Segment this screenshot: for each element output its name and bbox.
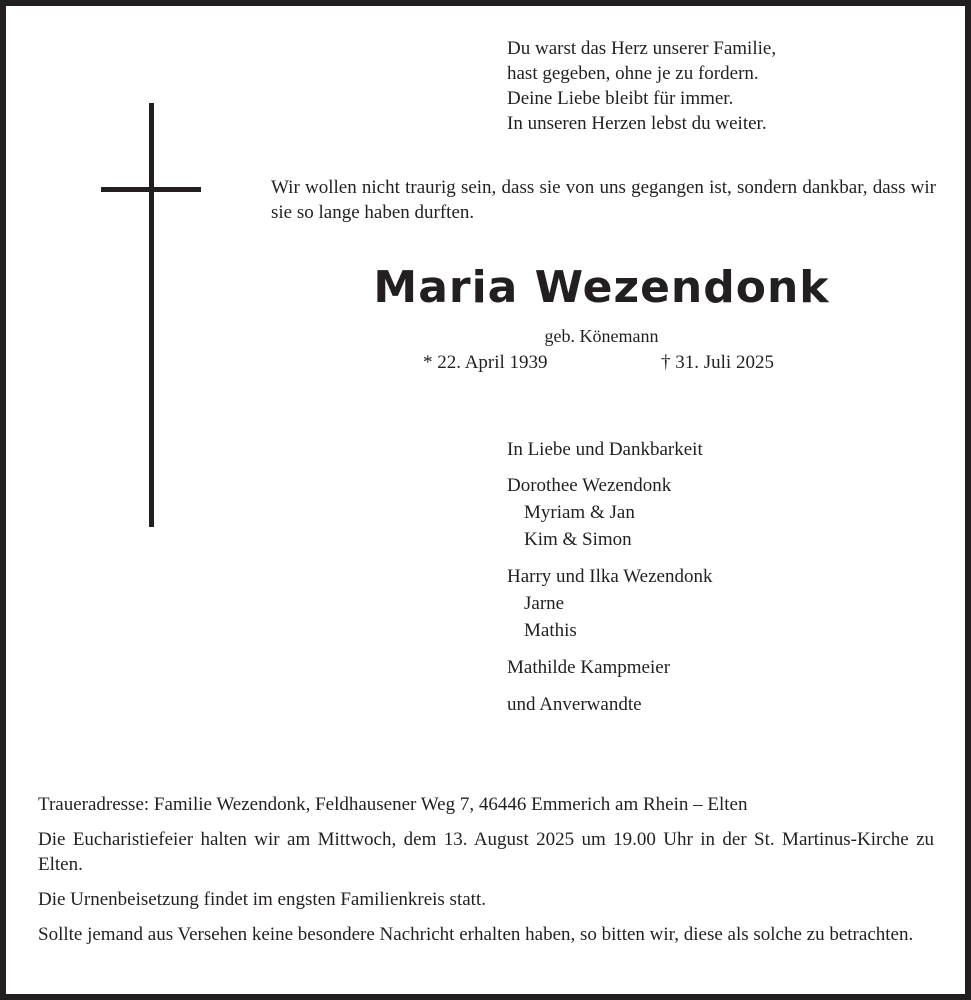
mourner-group: [507, 472, 712, 553]
mourner-main: Harry und Ilka Wezendonk: [507, 566, 713, 587]
mourners-intro: In Liebe und Dankbarkeit: [507, 439, 703, 460]
mourner-sub: Kim & Simon: [524, 529, 632, 550]
cross-horizontal-bar: [101, 187, 201, 192]
birth-date: * 22. April 1939: [423, 352, 548, 373]
burial-info: Die Urnenbeisetzung findet im engsten Familienkreis statt.: [38, 889, 486, 910]
notice-disclaimer: Sollte jemand aus Versehen keine besondere Nachricht erhalten haben, so bitten wir, diese als solche zu betrachten.: [38, 924, 914, 945]
poem-line: In unseren Herzen lebst du weiter.: [507, 113, 767, 134]
mourner-sub: Jarne: [524, 593, 565, 614]
mourner-sub: Myriam & Jan: [524, 502, 635, 523]
cross-vertical-bar: [149, 103, 154, 527]
mourner-main: Mathilde Kampmeier: [507, 657, 671, 678]
mourners-list: [507, 437, 712, 728]
memorial-quote: Wir wollen nicht traurig sein, dass sie von uns gegangen ist, sondern dankbar, dass wir sie so lange haben durften.: [271, 177, 936, 223]
poem: [507, 36, 776, 136]
mourner-main: Dorothee Wezendonk: [507, 475, 672, 496]
mourner-sub: Mathis: [524, 620, 577, 641]
poem-line: Deine Liebe bleibt für immer.: [507, 88, 734, 109]
maiden-name: geb. Könemann: [544, 326, 659, 346]
poem-line: hast gegeben, ohne je zu fordern.: [507, 63, 759, 84]
death-date: † 31. Juli 2025: [661, 352, 774, 373]
mourner-group: [507, 654, 712, 681]
mourner-main: und Anverwandte: [507, 694, 642, 715]
mourner-group: [507, 563, 712, 644]
deceased-name: Maria Wezendonk: [373, 262, 830, 313]
service-info: Die Eucharistiefeier halten wir am Mittwoch, dem 13. August 2025 um 19.00 Uhr in der St. Martinus-Kirche zu Elten.: [38, 829, 934, 875]
mourning-address: Traueradresse: Familie Wezendonk, Feldhausener Weg 7, 46446 Emmerich am Rhein – Elten: [38, 794, 748, 815]
mourner-group: [507, 691, 712, 718]
footer-info: [38, 792, 934, 957]
poem-line: Du warst das Herz unserer Familie,: [507, 38, 777, 59]
